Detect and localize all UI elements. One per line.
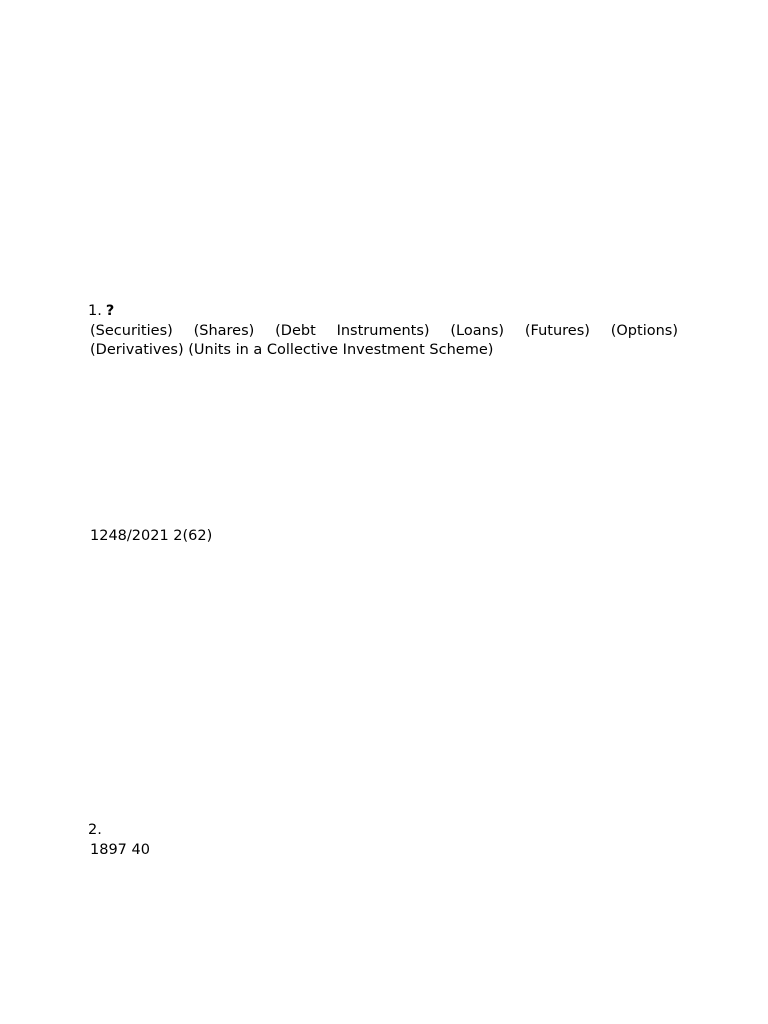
document-title	[90, 137, 678, 163]
section-2-heading	[88, 821, 678, 840]
section-1-number: 1.	[88, 303, 102, 319]
section-1-paragraph-2: 1248/2021 2(62)	[90, 528, 213, 544]
section-1-paragraph-1: (Securities) (Shares) (Debt Instruments) (Loans) (Futures) (Options) (Derivatives) (Units in a Collective Investment Scheme)	[90, 323, 678, 358]
section-2-paragraph-1: 1897 40	[90, 842, 150, 858]
section-1-heading	[88, 302, 678, 321]
section-1-title-suffix: ?	[105, 303, 115, 319]
section-2-number: 2.	[88, 822, 102, 838]
